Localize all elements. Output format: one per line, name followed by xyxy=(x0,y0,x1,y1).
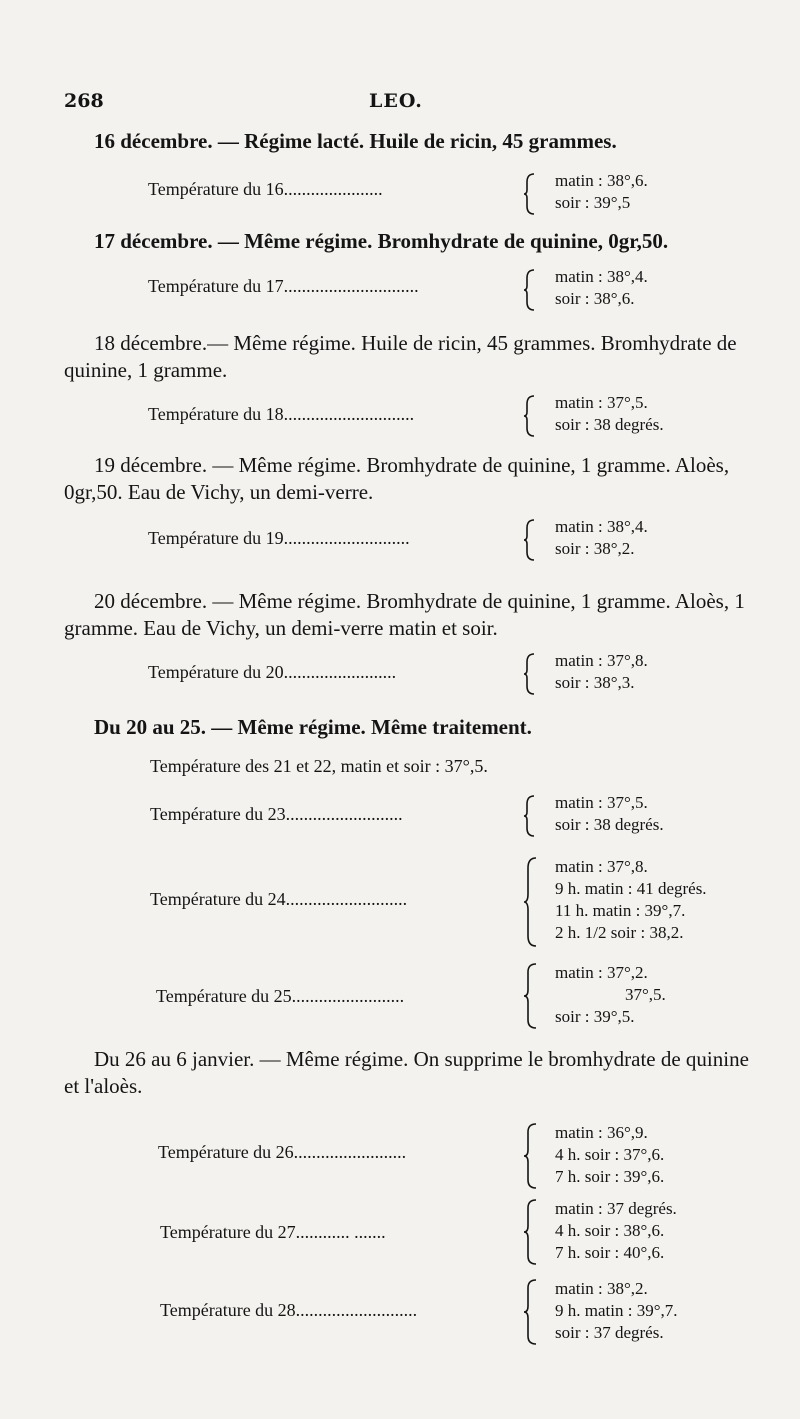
temperature-readings xyxy=(555,392,664,436)
reading: matin : 38°,6. xyxy=(555,171,648,190)
reading: matin : 37 degrés. xyxy=(555,1199,677,1218)
entry-20-to-25: Du 20 au 25. — Même régime. Même traitement. xyxy=(94,715,532,739)
brace-icon xyxy=(523,1278,539,1346)
temperature-label: Température du 16...................... xyxy=(148,179,383,199)
reading: soir : 38 degrés. xyxy=(555,815,664,834)
entry-18-december: 18 décembre.— Même régime. Huile de ricin, 45 grammes. Bromhydrate de quinine, 1 gramme. xyxy=(64,331,737,382)
reading: soir : 38°,6. xyxy=(555,289,635,308)
brace-icon xyxy=(523,962,539,1030)
reading: soir : 39°,5 xyxy=(555,193,631,212)
temperature-label: Température du 20......................... xyxy=(148,662,397,682)
reading: matin : 37°,8. xyxy=(555,651,648,670)
reading: matin : 38°,4. xyxy=(555,517,648,536)
temperature-label: Température du 24........................... xyxy=(150,889,408,909)
reading: matin : 38°,4. xyxy=(555,267,648,286)
entry-20-december: 20 décembre. — Même régime. Bromhydrate de quinine, 1 gramme. Aloès, 1 gramme. Eau de Vichy, un demi-verre matin et soir. xyxy=(64,589,745,640)
temperature-label: Température du 27............ ....... xyxy=(160,1222,386,1242)
reading: matin : 37°,2. xyxy=(555,963,648,982)
reading: 9 h. matin : 39°,7. xyxy=(555,1301,678,1320)
running-title: LEO. xyxy=(369,90,423,112)
reading: matin : 37°,5. xyxy=(555,793,648,812)
temperature-readings xyxy=(555,266,648,310)
brace-icon xyxy=(523,652,537,696)
reading: 37°,5. xyxy=(625,985,666,1004)
reading: 9 h. matin : 41 degrés. xyxy=(555,879,707,898)
entry-26-to-6-january: Du 26 au 6 janvier. — Même régime. On supprime le bromhydrate de quinine et l'aloès. xyxy=(64,1047,749,1098)
brace-icon xyxy=(523,856,539,948)
temperature-readings xyxy=(555,1278,678,1344)
temperature-label: Température du 28........................... xyxy=(160,1300,418,1320)
temperature-label: Température du 17.............................. xyxy=(148,276,419,296)
temperature-label: Température du 18............................. xyxy=(148,404,415,424)
reading: soir : 38°,2. xyxy=(555,539,635,558)
reading: soir : 38°,3. xyxy=(555,673,635,692)
temperature-readings xyxy=(555,516,648,560)
brace-icon xyxy=(523,172,537,216)
temperature-readings xyxy=(555,856,707,944)
entry-16-december: 16 décembre. — Régime lacté. Huile de ricin, 45 grammes. xyxy=(94,129,617,153)
reading: soir : 38 degrés. xyxy=(555,415,664,434)
brace-icon xyxy=(523,394,537,438)
reading: 4 h. soir : 38°,6. xyxy=(555,1221,665,1240)
page-number: 268 xyxy=(64,90,104,112)
temperature-label: Température du 19............................ xyxy=(148,528,410,548)
temperature-readings xyxy=(555,1122,664,1188)
reading: 4 h. soir : 37°,6. xyxy=(555,1145,665,1164)
reading: matin : 38°,2. xyxy=(555,1279,648,1298)
brace-icon xyxy=(523,268,537,312)
reading: 7 h. soir : 39°,6. xyxy=(555,1167,665,1186)
temperature-readings xyxy=(555,1198,677,1264)
temperature-label: Température du 25......................... xyxy=(156,986,405,1006)
temperature-readings xyxy=(555,962,666,1028)
page-header xyxy=(64,90,736,114)
brace-icon xyxy=(523,1122,539,1190)
temperature-readings xyxy=(555,170,648,214)
reading: matin : 37°,5. xyxy=(555,393,648,412)
brace-icon xyxy=(523,1198,539,1266)
brace-icon xyxy=(523,794,537,838)
reading: soir : 39°,5. xyxy=(555,1007,635,1026)
brace-icon xyxy=(523,518,537,562)
temperature-readings xyxy=(555,650,648,694)
temperature-21-22: Température des 21 et 22, matin et soir : 37°,5. xyxy=(150,756,488,776)
temperature-label: Température du 26......................... xyxy=(158,1142,407,1162)
temperature-label: Température du 23.......................... xyxy=(150,804,403,824)
reading: matin : 36°,9. xyxy=(555,1123,648,1142)
reading: soir : 37 degrés. xyxy=(555,1323,664,1342)
reading: 11 h. matin : 39°,7. xyxy=(555,901,686,920)
temperature-readings xyxy=(555,792,664,836)
entry-17-december: 17 décembre. — Même régime. Bromhydrate de quinine, 0gr,50. xyxy=(94,229,669,253)
reading: 7 h. soir : 40°,6. xyxy=(555,1243,665,1262)
reading: 2 h. 1/2 soir : 38,2. xyxy=(555,923,684,942)
entry-19-december: 19 décembre. — Même régime. Bromhydrate de quinine, 1 gramme. Aloès, 0gr,50. Eau de Vichy, un demi-verre. xyxy=(64,453,730,504)
reading: matin : 37°,8. xyxy=(555,857,648,876)
